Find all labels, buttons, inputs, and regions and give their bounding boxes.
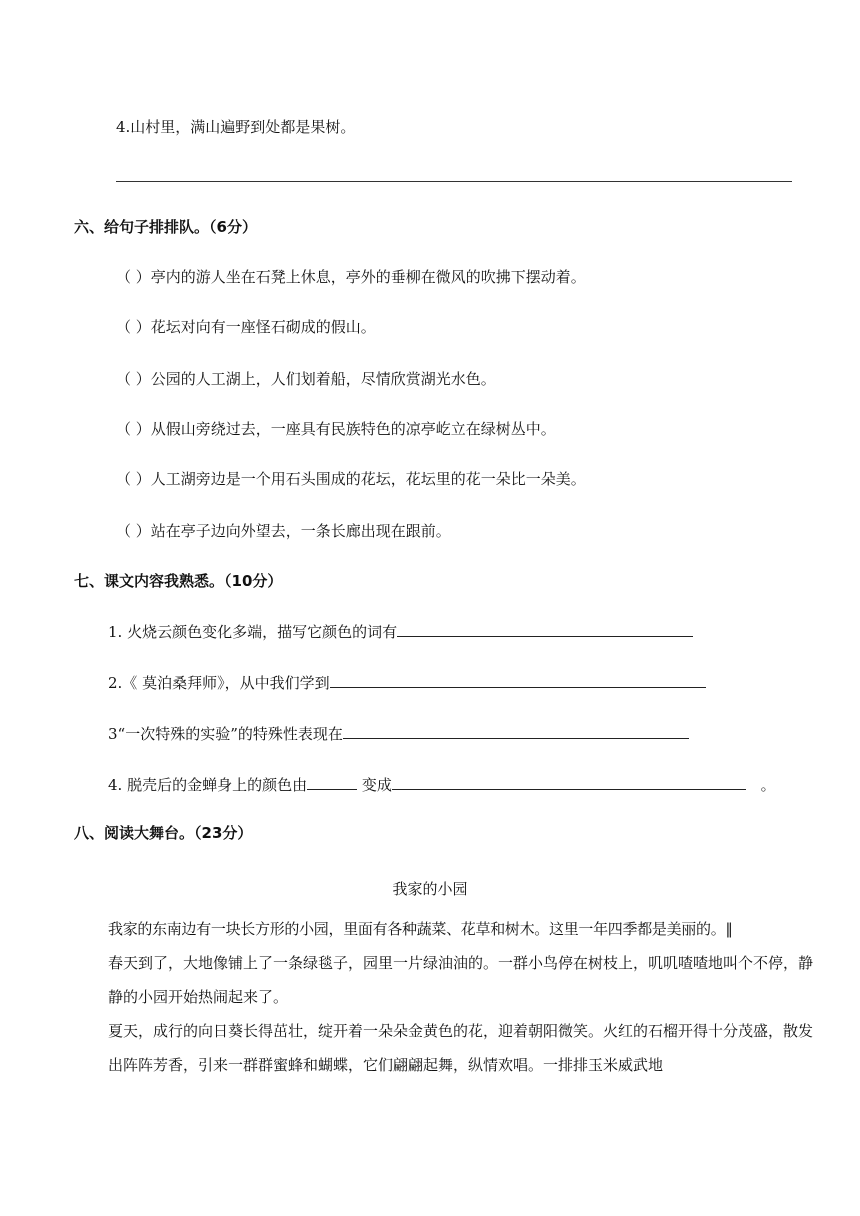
question-7-1-text: 1. 火烧云颜色变化多端，描写它颜色的词有 bbox=[108, 623, 398, 641]
sort-item-2: （ ）花坛对向有一座怪石砌成的假山。 bbox=[116, 318, 376, 336]
sort-item-5: （ ）人工湖旁边是一个用石头围成的花坛，花坛里的花一朵比一朵美。 bbox=[116, 470, 586, 488]
answer-line bbox=[116, 181, 792, 182]
question-7-3 bbox=[108, 722, 689, 744]
section-6-title: 六、给句子排排队。（6分） bbox=[74, 218, 257, 236]
question-7-2-text: 2.《 莫泊桑拜师》，从中我们学到 bbox=[108, 674, 330, 692]
question-7-2 bbox=[108, 671, 706, 693]
sort-item-3: （ ）公园的人工湖上，人们划着船，尽情欣赏湖光水色。 bbox=[116, 370, 496, 388]
question-7-1 bbox=[108, 620, 693, 642]
question-7-4-text-a: 4. 脱壳后的金蝉身上的颜色由 bbox=[108, 776, 308, 794]
question-7-4 bbox=[108, 773, 776, 795]
answer-blank[interactable] bbox=[343, 722, 689, 739]
article-paragraph-3: 夏天，成行的向日葵长得茁壮，绽开着一朵朵金黄色的花，迎着朝阳微笑。火红的石榴开得十分茂盛，散发出阵阵芳香，引来一群群蜜蜂和蝴蝶，它们翩翩起舞，纵情欢唱。一排排玉米威武地 bbox=[108, 1022, 814, 1074]
article-paragraph-1: 我家的东南边有一块长方形的小园，里面有各种蔬菜、花草和树木。这里一年四季都是美丽的。‖ bbox=[108, 920, 733, 938]
sort-item-4: （ ）从假山旁绕过去，一座具有民族特色的凉亭屹立在绿树丛中。 bbox=[116, 420, 556, 438]
answer-blank-from[interactable] bbox=[307, 773, 357, 790]
article-paragraph-2 bbox=[108, 946, 820, 1014]
sort-item-6: （ ）站在亭子边向外望去，一条长廊出现在跟前。 bbox=[116, 522, 451, 540]
article-paragraph-2-text: 春天到了，大地像铺上了一条绿毯子，园里一片绿油油的。一群小鸟停在树枝上，叽叽喳喳地叫个不停，静静的小园开始热闹起来了。 bbox=[108, 954, 814, 1006]
question-7-4-text-b: 变成 bbox=[361, 776, 392, 794]
sort-item-1: （ ）亭内的游人坐在石凳上休息，亭外的垂柳在微风的吹拂下摆动着。 bbox=[116, 268, 586, 286]
question-5-item-4: 4.山村里，满山遍野到处都是果树。 bbox=[116, 118, 356, 136]
question-7-3-text: 3“一次特殊的实验”的特殊性表现在 bbox=[108, 725, 343, 743]
section-7-title: 七、课文内容我熟悉。（10分） bbox=[74, 572, 283, 590]
answer-blank[interactable] bbox=[397, 620, 693, 637]
question-7-4-period: 。 bbox=[760, 776, 776, 794]
answer-blank-to[interactable] bbox=[392, 773, 746, 790]
answer-blank[interactable] bbox=[330, 671, 706, 688]
article-title: 我家的小园 bbox=[392, 880, 468, 898]
section-8-title: 八、阅读大舞台。（23分） bbox=[74, 824, 253, 842]
